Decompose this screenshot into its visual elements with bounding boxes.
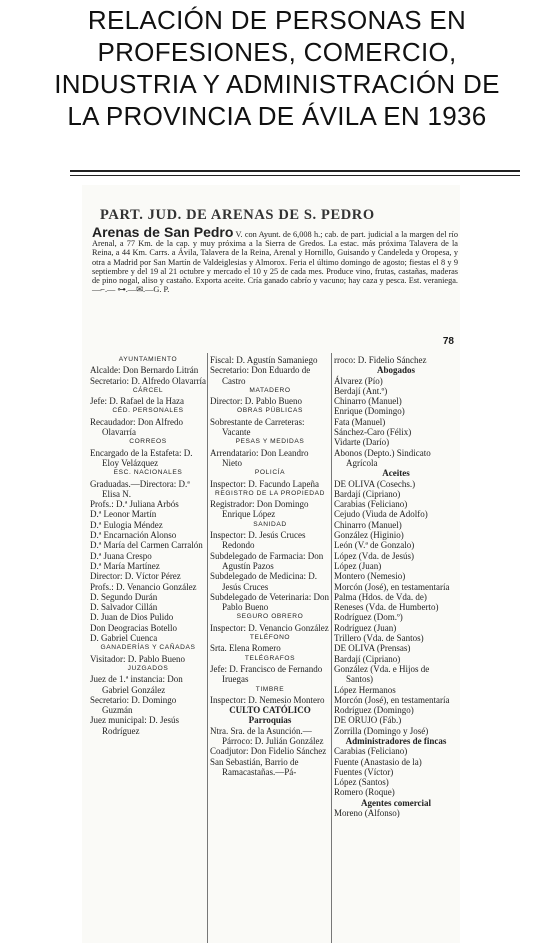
section-heading: Abogados [376, 365, 415, 376]
directory-column-2 [210, 355, 330, 777]
directory-entry: D.ª Juana Crespo [90, 550, 152, 561]
directory-entry: D.ª Leonor Martín [90, 509, 157, 520]
directory-entry: Fuente (Anastasio de la) [334, 756, 422, 767]
directory-entry: Juez de 1.ª instancia: Don Gabriel González [90, 674, 183, 695]
section-heading: CÁRCEL [132, 386, 164, 394]
directory-entry: Jefe: D. Rafael de la Haza [90, 396, 184, 407]
section-heading: SEGURO OBRERO [236, 613, 304, 621]
directory-entry: Director: D. Pablo Bueno [210, 396, 302, 407]
directory-entry: León (V.ª de Gonzalo) [334, 540, 415, 551]
directory-entry: Fiscal: D. Agustín Samaniego [210, 355, 318, 365]
directory-entry: Rodríguez (Juan) [334, 622, 397, 633]
section-heading: TELÉGRAFOS [244, 654, 296, 662]
directory-entry: Vidarte (Darío) [334, 437, 390, 448]
directory-entry: Don Deogracias Botello [90, 622, 177, 633]
directory-entry: Zorrilla (Domingo y José) [334, 725, 429, 736]
directory-entry: D.ª Eulogia Méndez [90, 519, 163, 530]
directory-entry: Recaudador: Don Alfredo Olavarría [90, 416, 183, 438]
section-heading: SANIDAD [253, 520, 287, 528]
directory-entry: López Hermanos [334, 684, 396, 695]
directory-entry: Morcón (José), en testamentaría [334, 581, 450, 592]
district-header: PART. JUD. DE ARENAS DE S. PEDRO [100, 207, 375, 223]
directory-entry: Fata (Manuel) [334, 416, 386, 427]
directory-entry: DE OLIVA (Cosechs.) [334, 478, 416, 489]
title-rule-thin [70, 175, 520, 176]
section-heading: PESAS Y MEDIDAS [235, 438, 305, 446]
directory-entry: Palma (Hdos. de Vda. de) [334, 591, 427, 602]
directory-entry: Chinarro (Manuel) [334, 519, 402, 530]
directory-entry: Chinarro (Manuel) [334, 396, 402, 407]
directory-entry: Sobrestante de Carreteras: Vacante [210, 416, 305, 438]
directory-entry: D.ª Encarnación Alonso [90, 530, 177, 541]
directory-clipping [82, 185, 460, 943]
directory-entry: Secretario: Don Eduardo de Castro [210, 365, 311, 386]
section-heading: POLICÍA [254, 469, 286, 477]
directory-entry: Director: D. Víctor Pérez [90, 571, 181, 582]
directory-entry: Juez municipal: D. Jesús Rodríguez [90, 715, 179, 736]
directory-entry: Subdelegado de Farmacia: Don Agustín Pazos [210, 550, 324, 571]
town-name: Arenas de San Pedro [92, 224, 234, 240]
directory-entry: Inspector: D. Facundo Lapeña [210, 478, 319, 489]
directory-entry: D. Gabriel Cuenca [90, 633, 158, 644]
section-heading: CULTO CATÓLICO [229, 705, 311, 716]
directory-entry: San Sebastián, Barrio de Ramacastañas.—Pá- [210, 756, 299, 777]
directory-entry: González (Higinio) [334, 530, 404, 541]
page-number: 78 [442, 336, 454, 347]
title-line-1: RELACIÓN DE PERSONAS EN [87, 5, 467, 35]
directory-entry: DE ORUJO (Fáb.) [334, 715, 402, 726]
directory-entry: González (Vda. e Hijos de Santos) [334, 663, 430, 685]
town-description-block [92, 224, 458, 295]
directory-entry: Inspector: D. Nemesio Montero [210, 694, 325, 705]
section-heading: TIMBRE [255, 685, 285, 693]
directory-entry: Bardají (Cipriano) [334, 653, 401, 664]
section-heading: JUZGADOS [127, 664, 169, 672]
directory-entry: rroco: D. Fidelio Sánchez [334, 355, 427, 365]
directory-entry: López (Juan) [334, 560, 382, 571]
directory-entry: D.ª María Martínez [90, 560, 160, 571]
section-heading: Administradores de fincas [345, 735, 447, 746]
directory-column-1 [90, 355, 206, 736]
column-divider-1 [207, 353, 208, 943]
directory-entry: Montero (Nemesio) [334, 571, 406, 582]
directory-entry: Fuentes (Víctor) [334, 766, 394, 777]
section-heading: ESC. NACIONALES [113, 469, 183, 477]
directory-entry: López (Santos) [334, 777, 389, 788]
directory-entry: Visitador: D. Pablo Bueno [90, 653, 185, 664]
title-line-2: PROFESIONES, COMERCIO, [97, 37, 457, 67]
section-heading: REGISTRO DE LA PROPIEDAD [214, 489, 326, 497]
directory-entry: Subdelegado de Medicina: D. Jesús Cruces [210, 571, 317, 592]
directory-entry: López (Vda. de Jesús) [334, 550, 414, 561]
section-heading: Parroquias [248, 715, 292, 726]
section-heading: AYUNTAMIENTO [118, 356, 178, 363]
title-line-3: INDUSTRIA Y ADMINISTRACIÓN DE [54, 69, 500, 99]
directory-entry: Trillero (Vda. de Santos) [334, 633, 424, 644]
directory-entry: D.ª María del Carmen Carralón [90, 540, 203, 551]
directory-entry: Morcón (José), en testamentaría [334, 694, 450, 705]
directory-entry: Reneses (Vda. de Humberto) [334, 602, 439, 613]
directory-entry: Romero (Roque) [334, 787, 395, 798]
directory-entry: DE OLIVA (Prensas) [334, 643, 411, 654]
directory-entry: Moreno (Alfonso) [334, 808, 400, 819]
section-heading: Agentes comercial [360, 797, 432, 808]
title-rule-thick [70, 170, 520, 172]
directory-entry: Registrador: Don Domingo Enrique López [210, 499, 309, 520]
column-divider-2 [331, 353, 332, 943]
directory-entry: Coadjutor: Don Fidelio Sánchez [210, 746, 327, 757]
directory-entry: Graduadas.—Directora: D.ª Elisa N. [90, 478, 190, 499]
directory-entry: Arrendatario: Don Leandro Nieto [210, 447, 309, 468]
section-heading: CORREOS [129, 438, 167, 446]
directory-entry: D. Segundo Durán [90, 591, 158, 602]
directory-entry: Rodríguez (Domingo) [334, 705, 414, 716]
directory-entry: Secretario: D. Alfredo Olavarría [90, 375, 206, 386]
document-title [0, 4, 554, 132]
directory-entry: Berdají (Ant.º) [334, 385, 388, 396]
section-heading: MATADERO [249, 386, 291, 394]
section-heading: OBRAS PÚBLICAS [237, 407, 303, 415]
directory-entry: Ntra. Sra. de la Asunción.—Párroco: D. Julián González [210, 725, 324, 746]
section-heading: CÉD. PERSONALES [112, 407, 184, 415]
directory-entry: Inspector: D. Jesús Cruces Redondo [210, 530, 306, 551]
directory-entry: Subdelegado de Veterinaria: Don Pablo Bueno [210, 591, 330, 613]
directory-entry: Profs.: D.ª Juliana Arbós [90, 499, 179, 510]
directory-entry: Sánchez-Caro (Félix) [334, 427, 412, 438]
directory-entry: Carabias (Feliciano) [334, 746, 408, 757]
directory-entry: Inspector: D. Venancio González [210, 622, 329, 633]
directory-entry: Profs.: D. Venancio González [90, 581, 197, 592]
section-heading: GANADERÍAS Y CAÑADAS [100, 644, 196, 652]
directory-entry: Cejudo (Viuda de Adolfo) [334, 509, 428, 520]
directory-column-3 [334, 355, 458, 818]
directory-entry: Álvarez (Pío) [334, 375, 383, 386]
section-heading: TELÉFONO [249, 634, 291, 642]
directory-entry: Secretario: D. Domingo Guzmán [90, 694, 177, 716]
section-heading: Aceites [382, 468, 410, 479]
directory-entry: Jefe: D. Francisco de Fernando Iruegas [210, 663, 323, 685]
directory-entry: Carabias (Feliciano) [334, 499, 408, 510]
directory-entry: D. Salvador Cillán [90, 602, 158, 613]
directory-entry: Encargado de la Estafeta: D. Eloy Velázquez [90, 447, 193, 468]
town-description: V. con Ayunt. de 6,008 h.; cab. de part. judicial a la margen del río Arenal, a 77 Km. de la cap. y muy próxima a la Sierra de Gredos. La estac. más próxima Talavera de la Reina, a 44 Km. Carrs. a Ávila, Talavera de la Reina, Arenal y Hornillo, Guisando y Candeleda y Oropesa, y otra a Madrid por San Martín de Valdeiglesias y Almorox. Feria el último domingo de agosto; fiestas el 8 y 9 septiembre y del 19 al 21 octubre y mercado el 10 y 25 de cada mes. Produce vino, frutas, castañas, maderas de pino nogal, aliso y castaño. Exporta aceite. Cría ganado cabrío y vacuno; hay caza y pesca. Est. veraniega.—⌐.— ⊶.—✉.—G. P. [92, 230, 458, 295]
directory-entry: D. Juan de Dios Pulido [90, 612, 174, 623]
directory-entry: Srta. Elena Romero [210, 643, 281, 654]
directory-entry: Enrique (Domingo) [334, 406, 405, 417]
directory-entry: Bardají (Cipriano) [334, 488, 401, 499]
directory-entry: Rodríguez (Dom.º) [334, 612, 403, 623]
directory-entry: Abonos (Depto.) Sindicato Agrícola [334, 447, 431, 468]
title-line-4: LA PROVINCIA DE ÁVILA EN 1936 [67, 101, 487, 131]
directory-entry: Alcalde: Don Bernardo Litrán [90, 365, 199, 376]
